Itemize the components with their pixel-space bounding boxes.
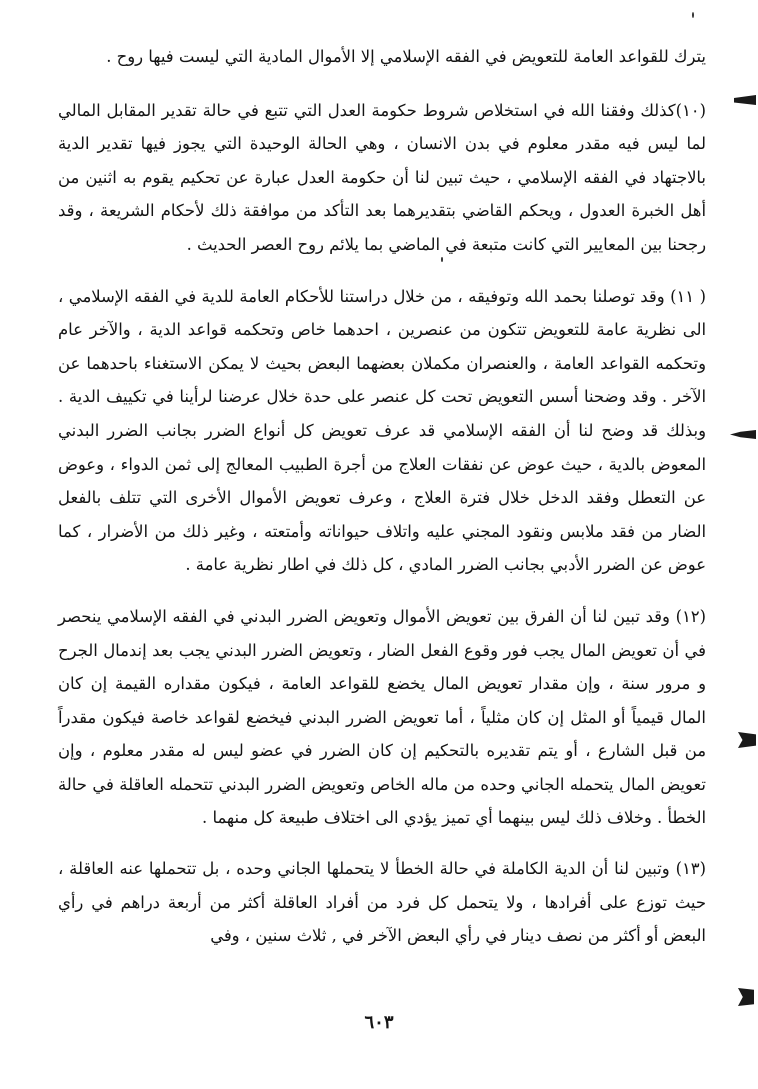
scan-edge-mark (734, 95, 756, 105)
page-number: ٦٠٣ (364, 1012, 394, 1033)
paragraph-13: (١٣) وتبين لنا أن الدية الكاملة في حالة الخطأ لا يتحملها الجاني وحده ، بل تتحملها عنه العاقلة ، حيث توزع على أفرادها ، ولا يتحمل كل فرد من أفراد العاقلة أكثر من أربعة دراهم في رأي البعض أو أكثر من نصف دينار في رأي البعض الآخر في , ثلاث سنين ، وفي (58, 859, 706, 946)
paragraph-10: (١٠)كذلك وفقنا الله في استخلاص شروط حكومة العدل التي تتبع في حالة تقدير المقابل المالي لما ليس فيه مقدر معلوم في بدن الانسان ، وهي الحالة الوحيدة التي يجوز فيها تقدير الدية بالاجتهاد في الفقه الإسلامي ، حيث تبين لنا أن حكومة العدل عبارة عن تحكيم يقوم به اثنين من أهل الخبرة العدول ، ويحكم القاضي بتقديرهما بعد التأكد من موافقة ذلك لأحكام الشريعة ، وقد رجحنا بين المعايير التي كانت متبعة في الماضي بما يلائم روح العصر الحديث . (58, 100, 706, 254)
scan-speck (441, 257, 443, 262)
scan-edge-mark (738, 732, 756, 748)
paragraph-12: (١٢) وقد تبين لنا أن الفرق بين تعويض الأموال وتعويض الضرر البدني في الفقه الإسلامي ينحصر في أن تعويض المال يجب فور وقوع الفعل الضار ، وتعويض الضرر البدني يجب بعد إندمال الجرح و مرور سنة ، وإن مقدار تعويض المال يخضع للقواعد العامة ، فيكون مقداره القيمة إن كان المال قيمياً أو المثل إن كان مثلياً ، أما تعويض الضرر البدني فيخضع لقواعد خاصة فيكون مقدراً من قبل الشارع ، أو يتم تقديره بالتحكيم إن كان الضرر في عضو ليس له مقدر معلوم ، وإن تعويض المال يتحمله الجاني وحده من ماله الخاص وتعويض الضرر البدني تتحمله العاقلة في حالة الخطأ . وخلاف ذلك ليس بينهما أي تميز يؤدي الى اختلاف طبيعة كل منهما . (58, 606, 707, 828)
scan-edge-mark (730, 430, 756, 439)
scan-edge-mark (738, 988, 754, 1006)
document-page (58, 40, 706, 975)
paragraph-continuation: يترك للقواعد العامة للتعويض في الفقه الإسلامي إلا الأموال المادية التي ليست فيها روح . (106, 47, 706, 66)
paragraph-11: ( ١١) وقد توصلنا بحمد الله وتوفيقه ، من خلال دراستنا للأحكام العامة للدية في الفقه الإسلامي ، الى نظرية عامة للتعويض تتكون من عنصرين ، احدهما خاص وتحكمه قواعد الدية ، والآخر عام وتحكمه القواعد العامة ، والعنصران مكملان بعضهما البعض بحيث لا يمكن الاستغناء باحدهما عن الآخر . وقد وضحنا أسس التعويض تحت كل عنصر على حدة خلال عرضنا لرأينا في تكييف الدية . وبذلك قد وضح لنا أن الفقه الإسلامي قد عرف تعويض كل أنواع الضرر بجانب الضرر البدني المعوض بالدية ، حيث عوض عن نفقات العلاج من أجرة الطبيب المعالج إلى ثمن الدواء ، وعوض عن التعطل وفقد الدخل خلال فترة العلاج ، وعرف تعويض الأموال الأخرى التي تتلف بالفعل الضار من فقد ملابس ونقود المجني عليه واتلاف حيواناته وأمتعته ، وغير ذلك من الأضرار ، كما عوض عن الضرر الأدبي بجانب الضرر المادي ، كل ذلك في اطار نظرية عامة . (58, 286, 706, 575)
scan-speck (692, 12, 694, 18)
